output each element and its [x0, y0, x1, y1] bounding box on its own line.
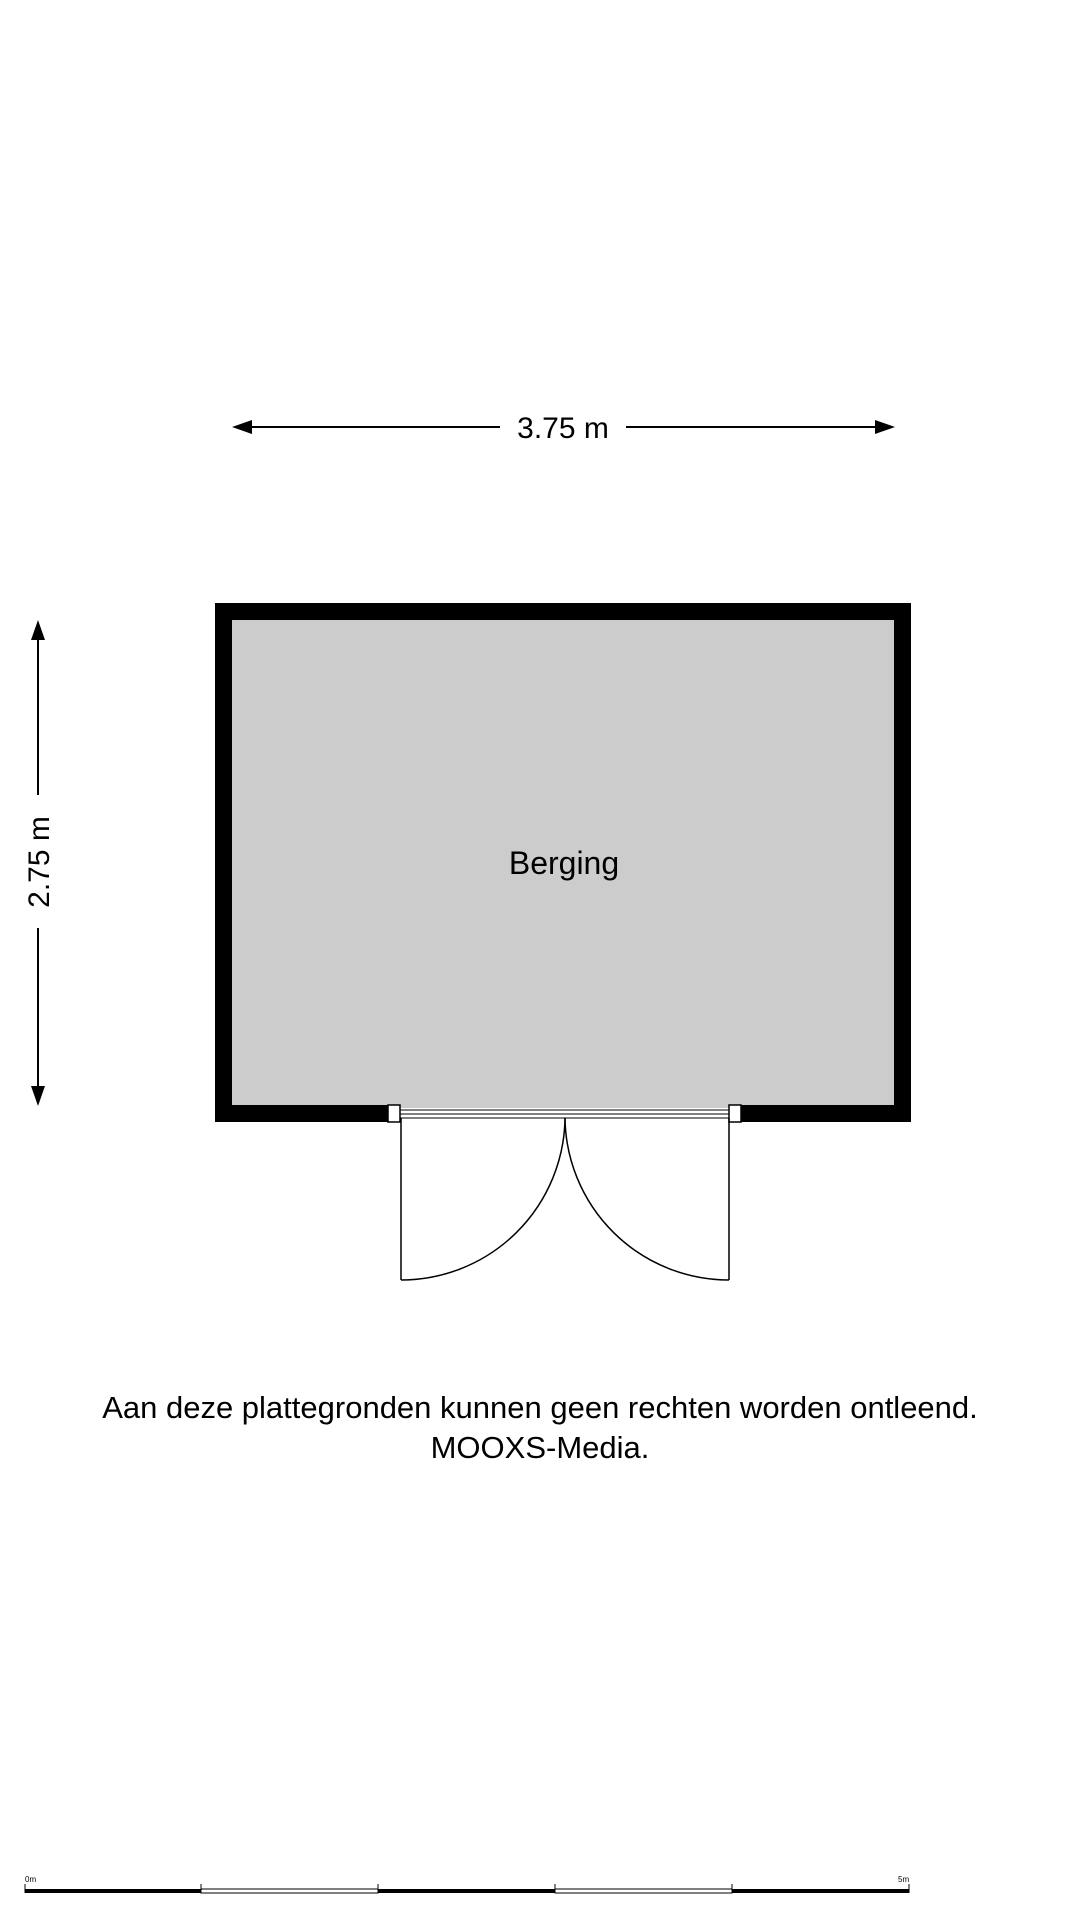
scale-bar [25, 1875, 909, 1893]
door-swing-arc-right [565, 1118, 729, 1280]
door-jamb-left [388, 1105, 400, 1122]
depth-dimension [23, 620, 56, 1106]
wall-bottom-right [741, 1105, 911, 1122]
scale-start-label: 0m [25, 1875, 37, 1884]
wall-top [215, 603, 911, 620]
disclaimer-line-1: Aan deze plattegronden kunnen geen rechten worden ontleend. [102, 1390, 978, 1425]
width-dimension-label: 3.75 m [517, 412, 609, 445]
wall-left [215, 603, 232, 1122]
room-label: Berging [508, 845, 620, 881]
door-jamb-right [729, 1105, 741, 1122]
scale-segment [732, 1889, 909, 1893]
scale-segment [555, 1889, 732, 1893]
depth-dimension-label: 2.75 m [23, 816, 56, 908]
scale-end-label: 5m [898, 1875, 910, 1884]
arrow-right-icon [875, 420, 895, 434]
disclaimer [0, 1388, 1080, 1468]
door-swing-arc-left [401, 1118, 565, 1280]
wall-right [894, 603, 911, 1122]
arrow-left-icon [232, 420, 252, 434]
disclaimer-line-2: MOOXS-Media. [430, 1430, 650, 1465]
scale-segment [201, 1889, 378, 1893]
arrow-down-icon [31, 1086, 45, 1106]
arrow-up-icon [31, 620, 45, 640]
wall-bottom-left [215, 1105, 388, 1122]
width-dimension [232, 412, 895, 445]
scale-segment [378, 1889, 555, 1893]
scale-segment [25, 1889, 201, 1893]
double-door [401, 1118, 729, 1280]
